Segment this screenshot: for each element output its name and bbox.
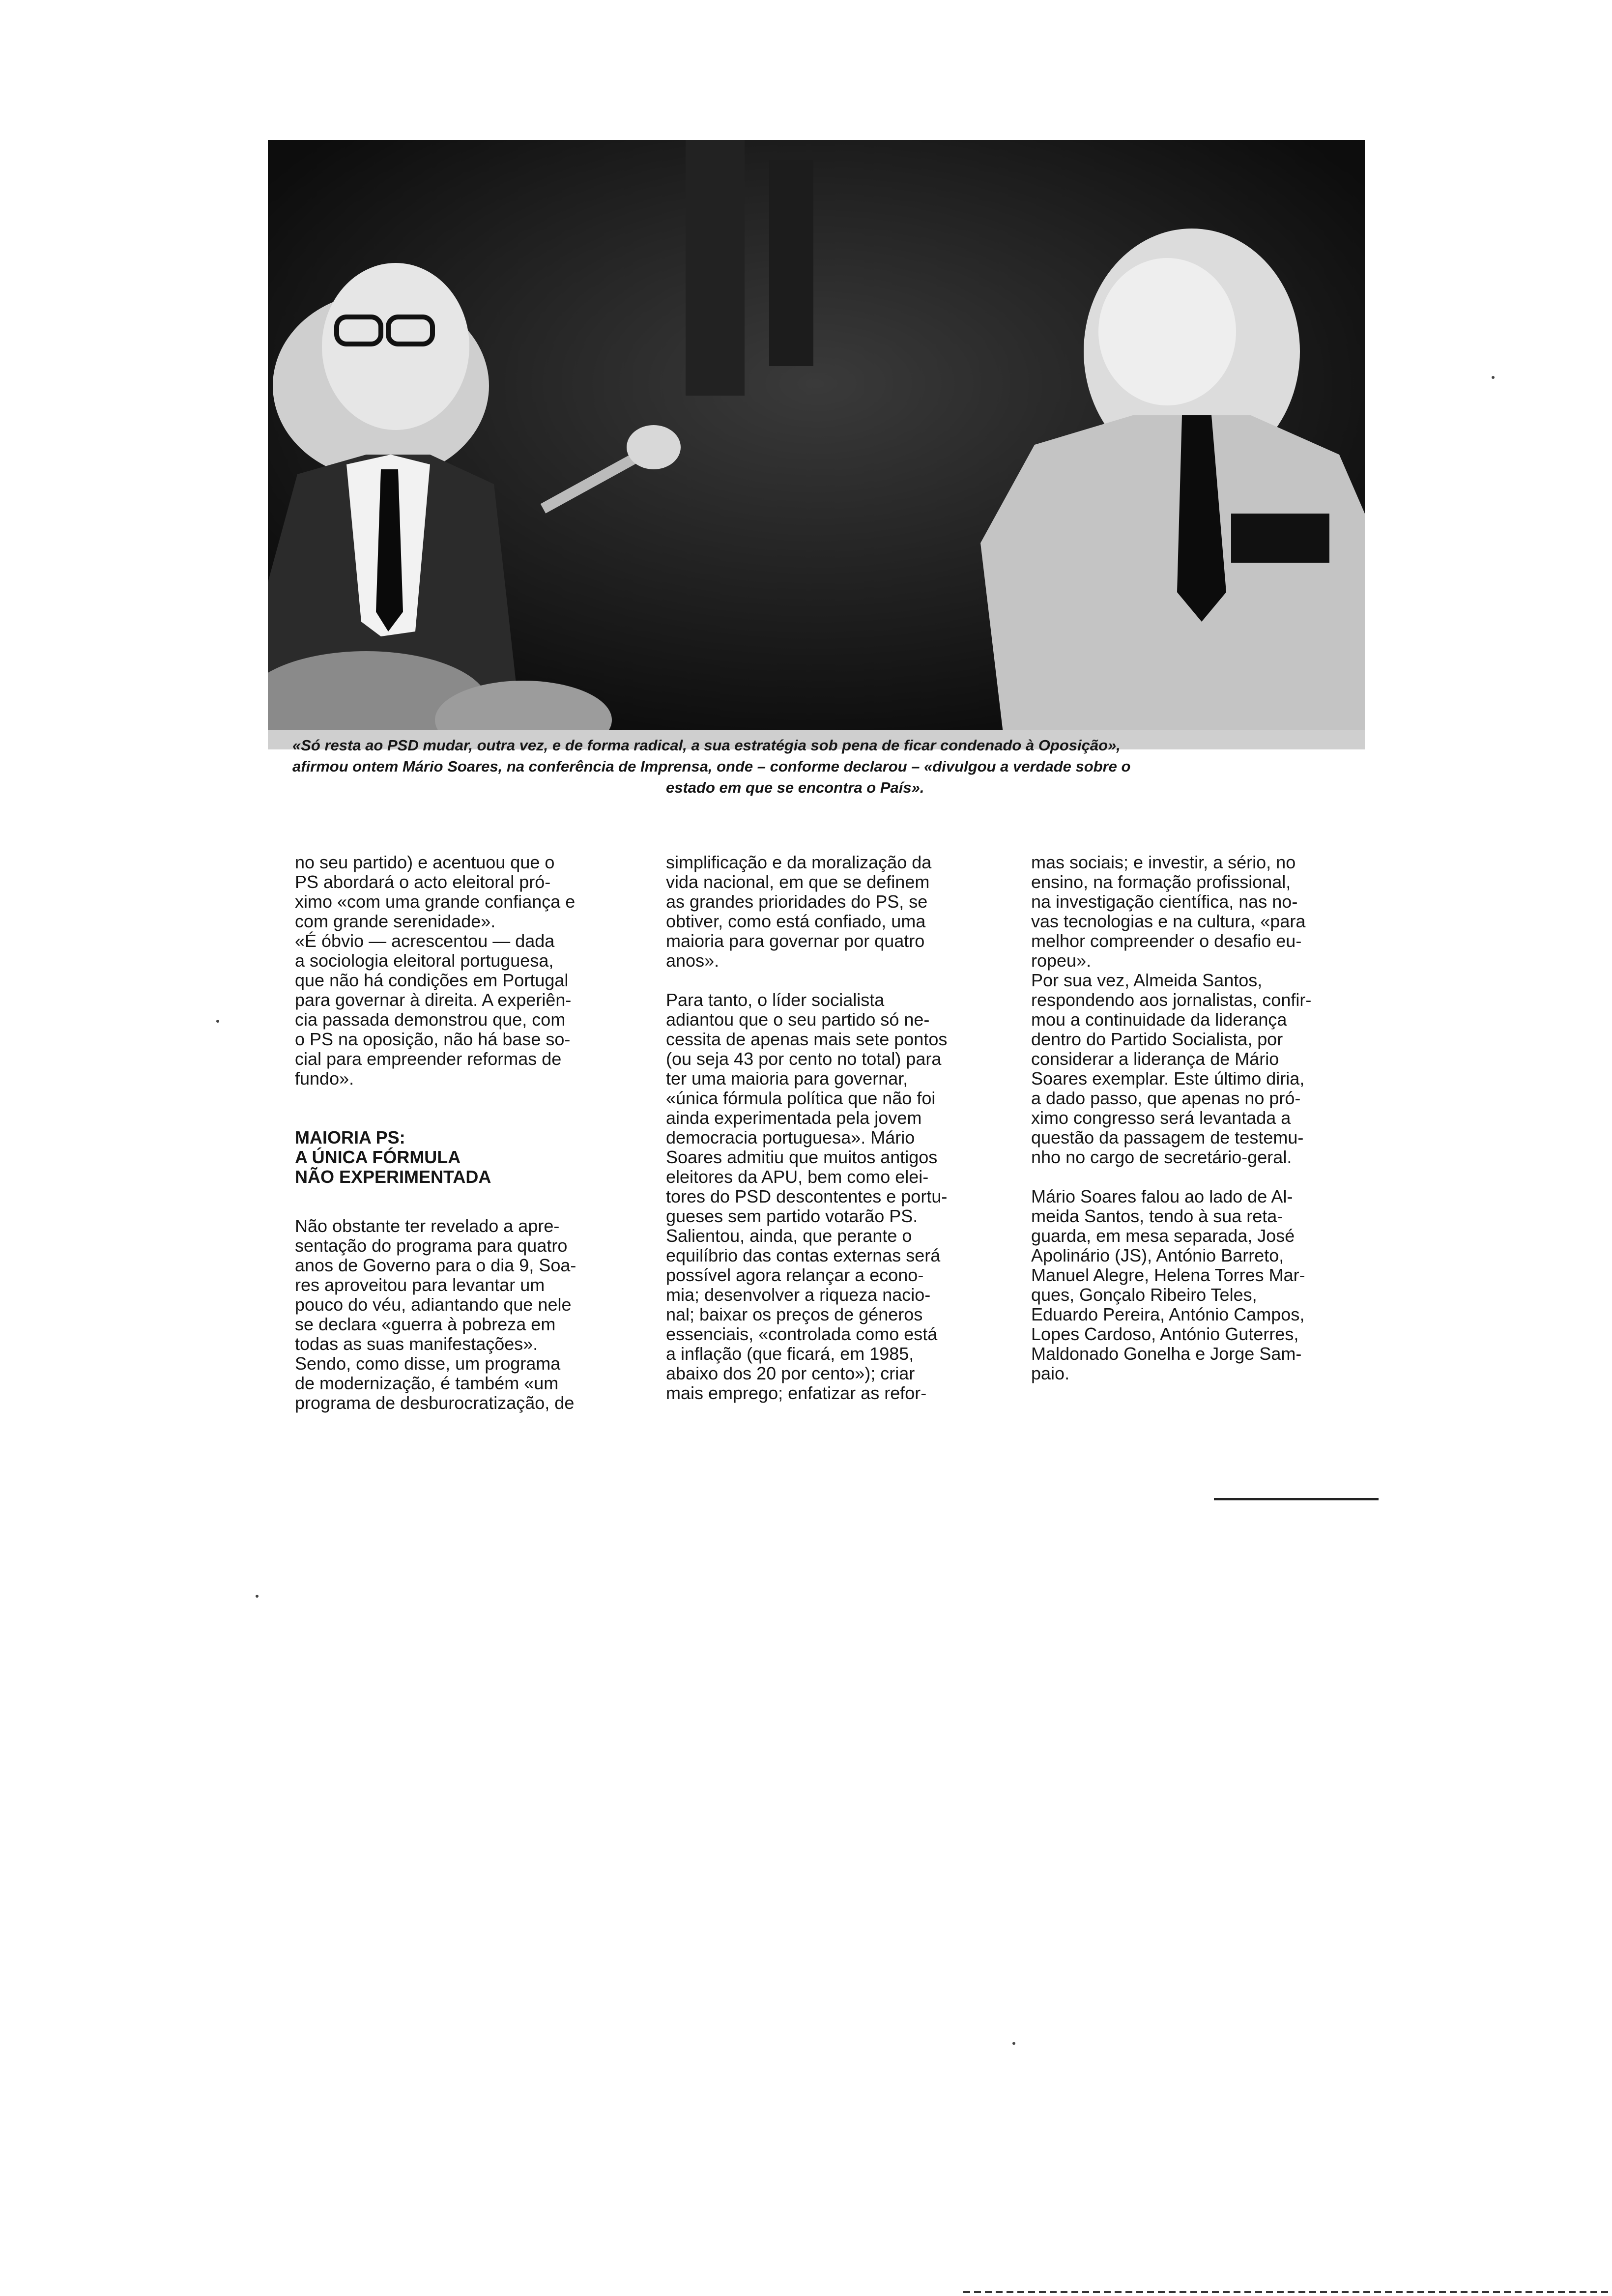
article-column-3 [1031,853,1379,1383]
paragraph: «É óbvio — acrescentou — dada a sociologia eleitoral portuguesa, que não há condições em Portugal para governar à direita. A experiên- cia passada demonstrou que, com o PS na oposição, não há base so- cial para empreender reformas de fundo». [295,931,572,1089]
caption-line-3: estado em que se encontra o País». [666,779,924,796]
press-conference-photo [268,140,1365,749]
paragraph: no seu partido) e acentuou que o PS abordará o acto eleitoral pró- ximo «com uma grande confiança e com grande serenidade». [295,852,576,931]
scan-speck [1492,376,1495,379]
paragraph: mas sociais; e investir, a sério, no ensino, na formação profissional, na investigação científica, nas no- vas tecnologias e na cultura, «para melhor compreender o desafio eu- ropeu». [1031,852,1306,971]
section-subheading: MAIORIA PS: A ÚNICA FÓRMULA NÃO EXPERIMENTADA [295,1127,491,1187]
article-column-2 [666,853,1004,1403]
scan-speck [256,1595,259,1598]
scan-speck [1012,2042,1015,2045]
caption-line-2: afirmou ontem Mário Soares, na conferência de Imprensa, onde – conforme declarou – «divulgou a verdade sobre o [292,758,1131,775]
paragraph: Mário Soares falou ao lado de Al- meida Santos, tendo à sua reta- guarda, em mesa separada, José Apolinário (JS), António Barreto, Manuel Alegre, Helena Torres Mar- ques, Gonçalo Ribeiro Teles, Eduardo Pereira, António Campos, Lopes Cardoso, António Guterres, Maldonado Gonelha e Jorge Sam- paio. [1031,1186,1305,1383]
paragraph: Para tanto, o líder socialista adiantou que o seu partido só ne- cessita de apenas mais sete pontos (ou seja 43 por cento no total) para ter uma maioria para governar, «única fórmula política que não foi ainda experimentada pela jovem democracia portuguesa». Mário Soares admitiu que muitos antigos eleitores da APU, bem como elei- tores do PSD descontentes e portu- gueses sem partido votarão PS. [666,990,948,1226]
paragraph: Por sua vez, Almeida Santos, respondendo aos jornalistas, confir- mou a continuidade da liderança dentro do Partido Socialista, por considerar a liderança de Mário Soares exemplar. Este último diria, a dado passo, que apenas no pró- ximo congresso será levantada a questão da passagem de testemu- nho no cargo de secretário-geral. [1031,970,1312,1167]
photo-caption [292,735,1364,798]
paragraph: Não obstante ter revelado a apre- sentação do programa para quatro anos de Governo para o dia 9, Soa- res aproveitou para levantar um pouco do véu, adiantando que nele se declara «guerra à pobreza em todas as suas manifestações». Sendo, como disse, um programa de modernização, é também «um programa de desburocratização, de [295,1216,576,1413]
scan-artifact-line [963,2291,1612,2293]
paragraph: Salientou, ainda, que perante o equilíbrio das contas externas será possível agora relançar a econo- mia; desenvolver a riqueza nacio- nal; baixar os preços de géneros essenciais, «controlada como está a inflação (que ficará, em 1985, abaixo dos 20 por cento»); criar mais emprego; enfatizar as refor- [666,1226,941,1403]
scan-speck [216,1020,219,1023]
article-column-1 [295,853,625,1413]
paragraph: simplificação e da moralização da vida nacional, em que se definem as grandes prioridades do PS, se obtiver, como está confiado, uma maioria para governar por quatro anos». [666,852,932,971]
caption-line-1: «Só resta ao PSD mudar, outra vez, e de forma radical, a sua estratégia sob pena de ficar condenado à Oposição», [292,737,1121,754]
end-rule [1214,1498,1379,1500]
